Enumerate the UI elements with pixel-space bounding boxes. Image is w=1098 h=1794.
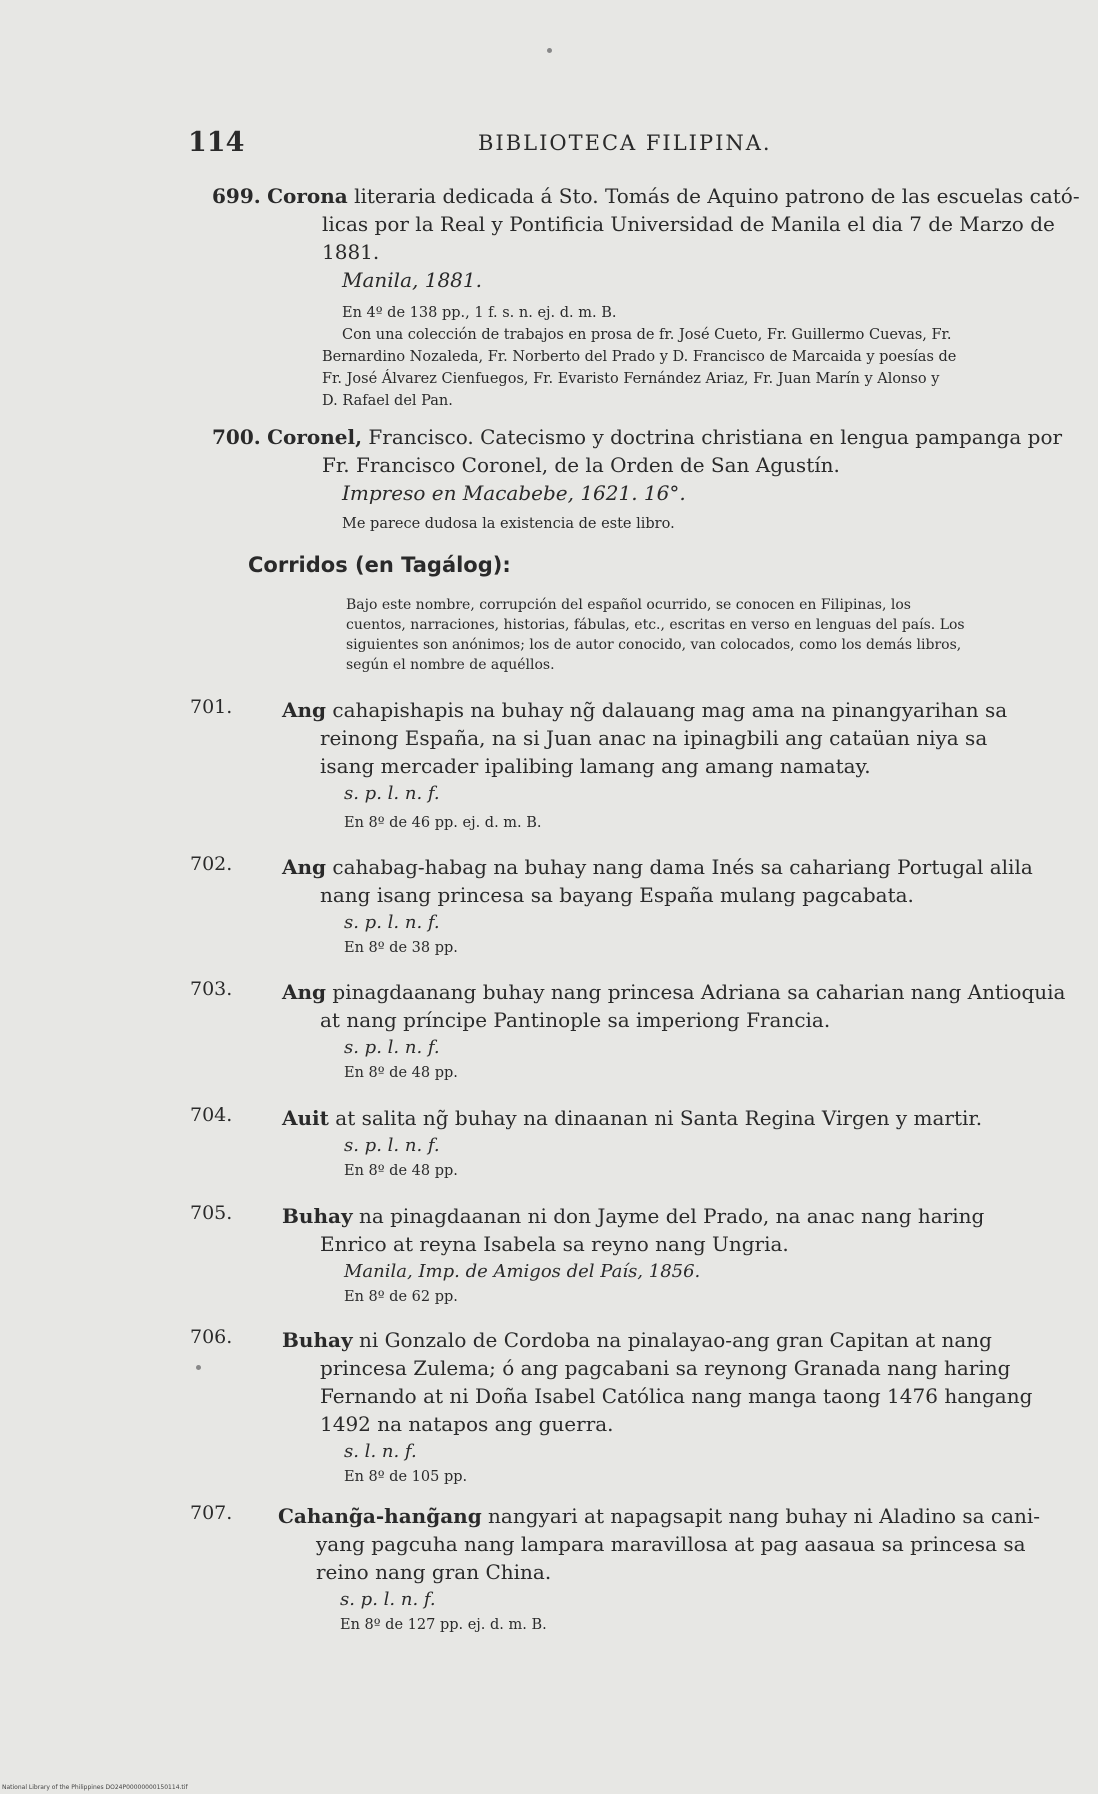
entry-keyword: Cahang̃a-hang̃ang (278, 1504, 482, 1528)
entry-text: reino nang gran China. (316, 1560, 552, 1584)
entry-705 (190, 1202, 1060, 1308)
entry-text: literaria dedicada á Sto. Tomás de Aquino patrono de las escuelas cató- (354, 184, 1080, 208)
entry-701 (190, 696, 1060, 834)
note: Fr. José Álvarez Cienfuegos, Fr. Evaristo Fernández Ariaz, Fr. Juan Marín y Alonso y (322, 371, 940, 387)
note: En 8º de 105 pp. (344, 1469, 468, 1485)
note: En 8º de 48 pp. (344, 1163, 458, 1179)
page-number: 114 (188, 127, 245, 158)
imprint: Manila, 1881. (342, 268, 482, 292)
entry-number: 701. (190, 696, 233, 718)
entry-text: 1492 na natapos ang guerra. (320, 1412, 614, 1436)
note: En 8º de 38 pp. (344, 940, 458, 956)
entry-700 (212, 423, 1063, 535)
section-title: Corridos (en Tagálog): (248, 553, 511, 577)
entry-text: isang mercader ipalibing lamang ang amang namatay. (320, 754, 871, 778)
entry-text: Francisco. Catecismo y doctrina christiana en lengua pampanga por (368, 425, 1063, 449)
imprint: s. p. l. n. f. (344, 912, 440, 933)
entry-keyword: Ang (282, 698, 327, 722)
entry-text: princesa Zulema; ó ang pagcabani sa reynong Granada nang haring (320, 1356, 1011, 1380)
imprint: Manila, Imp. de Amigos del País, 1856. (344, 1261, 701, 1282)
note: D. Rafael del Pan. (322, 393, 453, 409)
entry-text: na pinagdaanan ni don Jayme del Prado, na anac nang haring (358, 1204, 985, 1228)
entry-707 (190, 1502, 1060, 1636)
imprint: s. p. l. n. f. (344, 1037, 440, 1058)
note: En 4º de 138 pp., 1 f. s. n. ej. d. m. B. (342, 305, 617, 321)
entry-number: 705. (190, 1202, 233, 1224)
entry-text: at nang príncipe Pantinople sa imperiong Francia. (320, 1008, 831, 1032)
note: En 8º de 127 pp. ej. d. m. B. (340, 1617, 547, 1633)
entry-text: at salita ng̃ buhay na dinaanan ni Santa Regina Virgen y martir. (335, 1106, 983, 1130)
imprint: s. p. l. n. f. (340, 1589, 436, 1610)
entry-number: 703. (190, 978, 233, 1000)
note: Con una colección de trabajos en prosa de fr. José Cueto, Fr. Guillermo Cuevas, Fr. (342, 327, 952, 343)
entry-keyword: Ang (282, 980, 327, 1004)
note: En 8º de 48 pp. (344, 1065, 458, 1081)
entry-number: 704. (190, 1104, 233, 1126)
entry-text: Fr. Francisco Coronel, de la Orden de San Agustín. (322, 453, 840, 477)
entry-keyword: Buhay (282, 1204, 353, 1228)
imprint: s. p. l. n. f. (344, 783, 440, 804)
imprint: s. l. n. f. (344, 1441, 417, 1462)
note: En 8º de 62 pp. (344, 1289, 458, 1305)
imprint: Impreso en Macabebe, 1621. 16°. (342, 481, 686, 505)
section-text: siguientes son anónimos; los de autor conocido, van colocados, como los demás libros, (346, 637, 962, 653)
entry-keyword: Ang (282, 855, 327, 879)
scan-footer: National Library of the Philippines DO24P00000000150114.tif (2, 1784, 188, 1791)
entry-number: 699. (212, 184, 261, 208)
entry-number: 707. (190, 1502, 233, 1524)
entry-keyword: Coronel, (267, 425, 363, 449)
entry-text: yang pagcuha nang lampara maravillosa at pag aasaua sa princesa sa (316, 1532, 1026, 1556)
entry-keyword: Buhay (282, 1328, 353, 1352)
imprint: s. p. l. n. f. (344, 1135, 440, 1156)
entry-text: cahabag-habag na buhay nang dama Inés sa cahariang Portugal alila (332, 855, 1033, 879)
entry-text: 1881. (322, 240, 380, 264)
section-text: cuentos, narraciones, historias, fábulas, etc., escritas en verso en lenguas del país. Los (346, 617, 965, 633)
speck-mark (547, 48, 552, 53)
entry-706 (190, 1326, 1060, 1488)
page-header (188, 127, 1058, 161)
note: Me parece dudosa la existencia de este libro. (342, 516, 675, 532)
entry-699 (212, 182, 1080, 412)
entry-keyword: Corona (267, 184, 348, 208)
entry-number: 700. (212, 425, 261, 449)
entry-text: licas por la Real y Pontificia Universidad de Manila el dia 7 de Marzo de (322, 212, 1055, 236)
section-text: Bajo este nombre, corrupción del español ocurrido, se conocen en Filipinas, los (346, 597, 911, 613)
entry-text: Fernando at ni Doña Isabel Católica nang manga taong 1476 hangang (320, 1384, 1033, 1408)
section-text: según el nombre de aquéllos. (346, 657, 555, 673)
note: Bernardino Nozaleda, Fr. Norberto del Prado y D. Francisco de Marcaida y poesías de (322, 349, 957, 365)
entry-keyword: Auit (282, 1106, 329, 1130)
note: En 8º de 46 pp. ej. d. m. B. (344, 815, 542, 831)
entry-number: 706. (190, 1326, 233, 1348)
entry-702 (190, 853, 1060, 959)
running-title: BIBLIOTECA FILIPINA. (478, 131, 772, 155)
corridos-section (248, 553, 1060, 675)
entry-703 (190, 978, 1066, 1084)
entry-text: pinagdaanang buhay nang princesa Adriana sa caharian nang Antioquia (332, 980, 1066, 1004)
entry-text: reinong España, na si Juan anac na ipinagbili ang cataüan niya sa (320, 726, 988, 750)
entry-text: nang isang princesa sa bayang España mulang pagcabata. (320, 883, 914, 907)
entry-text: Enrico at reyna Isabela sa reyno nang Ungria. (320, 1232, 789, 1256)
entry-text: ni Gonzalo de Cordoba na pinalayao-ang gran Capitan at nang (358, 1328, 992, 1352)
entry-704 (190, 1104, 1060, 1182)
entry-text: cahapishapis na buhay ng̃ dalauang mag ama na pinangyarihan sa (332, 698, 1008, 722)
entry-text: nangyari at napagsapit nang buhay ni Aladino sa cani- (488, 1504, 1041, 1528)
entry-number: 702. (190, 853, 233, 875)
